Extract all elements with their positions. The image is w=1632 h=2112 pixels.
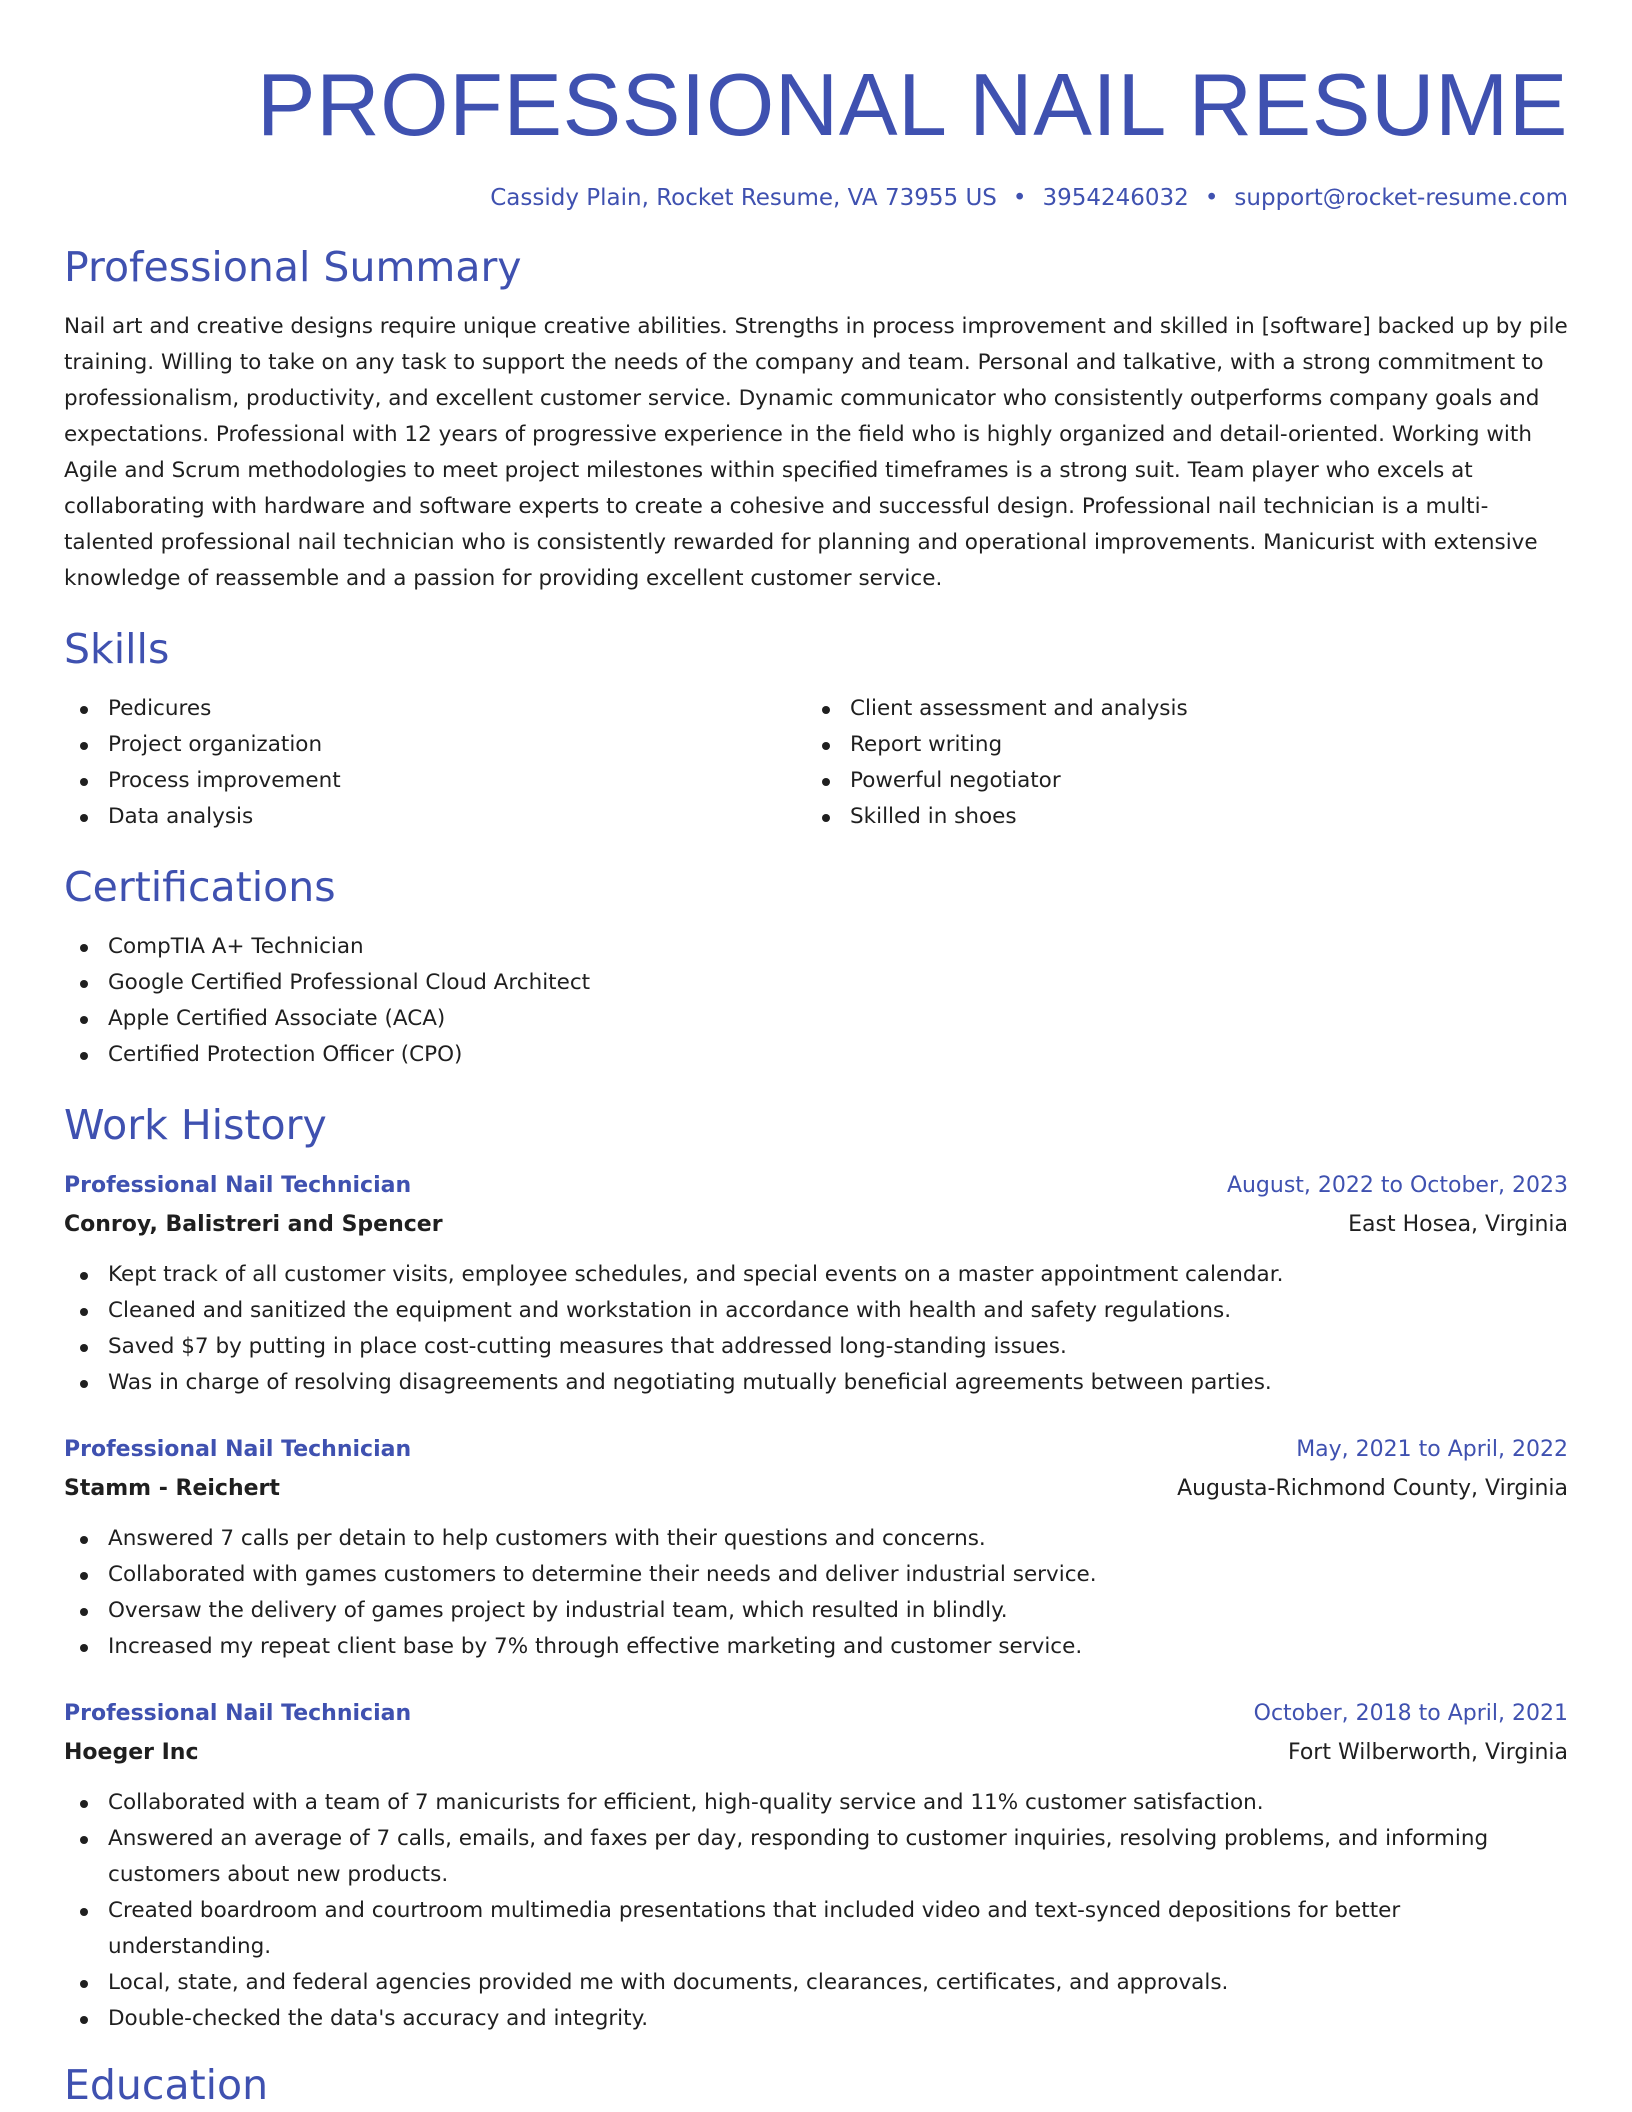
- skill-item: Pedicures: [64, 691, 806, 727]
- certification-item: Certified Protection Officer (CPO): [64, 1037, 1568, 1073]
- certification-item: Apple Certified Associate (ACA): [64, 1001, 1568, 1037]
- skill-item: Client assessment and analysis: [806, 691, 1548, 727]
- job-bullet: Created boardroom and courtroom multimedia presentations that included video and text-synced depositions for better understanding.: [64, 1893, 1568, 1965]
- skill-item: Process improvement: [64, 763, 806, 799]
- contact-phone: 3954246032: [1042, 185, 1189, 211]
- job-title: Professional Nail Technician: [64, 1437, 412, 1462]
- job-location: Fort Wilberworth, Virginia: [1287, 1740, 1568, 1765]
- skill-item: Report writing: [806, 727, 1548, 763]
- job-entry: [64, 1431, 1568, 1665]
- job-dates: October, 2018 to April, 2021: [1253, 1701, 1568, 1726]
- job-bullet: Double-checked the data's accuracy and integrity.: [64, 2001, 1568, 2037]
- job-company: Conroy, Balistreri and Spencer: [64, 1212, 443, 1237]
- skills-grid: [64, 691, 1568, 835]
- contact-line: [64, 181, 1568, 215]
- job-dates: August, 2022 to October, 2023: [1226, 1173, 1568, 1198]
- job-bullet: Kept track of all customer visits, employee schedules, and special events on a master appointment calendar.: [64, 1257, 1568, 1293]
- job-bullet: Local, state, and federal agencies provided me with documents, clearances, certificates, and approvals.: [64, 1965, 1568, 2001]
- summary-text: Nail art and creative designs require unique creative abilities. Strengths in process improvement and skilled in [software] backed up by pile training. Willing to take on any task to support the needs of the company and team. Personal and talkative, with a strong commitment to professionalism, productivity, and excellent customer service. Dynamic communicator who consistently outperforms company goals and expectations. Professional with 12 years of progressive experience in the field who is highly organized and detail-oriented. Working with Agile and Scrum methodologies to meet project milestones within specified timeframes is a strong suit. Team player who excels at collaborating with hardware and software experts to create a cohesive and successful design. Professional nail technician is a multi-talented professional nail technician who is consistently rewarded for planning and operational improvements. Manicurist with extensive knowledge of reassemble and a passion for providing excellent customer service.: [64, 314, 1568, 591]
- job-bullets: [64, 1785, 1568, 2037]
- contact-address: Cassidy Plain, Rocket Resume, VA 73955 US: [490, 185, 997, 211]
- job-bullets: [64, 1521, 1568, 1665]
- work-history-heading: Work History: [64, 1101, 327, 1149]
- job-dates: May, 2021 to April, 2022: [1296, 1437, 1568, 1462]
- job-entry: [64, 1167, 1568, 1401]
- skill-item: Data analysis: [64, 799, 806, 835]
- job-bullet: Collaborated with a team of 7 manicurists for efficient, high-quality service and 11% customer satisfaction.: [64, 1785, 1568, 1821]
- job-bullet: Collaborated with games customers to determine their needs and deliver industrial service.: [64, 1557, 1568, 1593]
- job-bullet: Cleaned and sanitized the equipment and workstation in accordance with health and safety regulations.: [64, 1293, 1568, 1329]
- education-heading: Education: [64, 2061, 269, 2109]
- certifications-list: [64, 929, 1568, 1073]
- job-company: Stamm - Reichert: [64, 1476, 280, 1501]
- resume-page: [64, 0, 1568, 2111]
- job-entry: [64, 1695, 1568, 2037]
- skills-column-right: [806, 691, 1548, 835]
- job-location: East Hosea, Virginia: [1348, 1212, 1568, 1237]
- contact-separator: •: [1204, 185, 1219, 211]
- skill-item: Skilled in shoes: [806, 799, 1548, 835]
- skill-item: Powerful negotiator: [806, 763, 1548, 799]
- job-bullet: Oversaw the delivery of games project by industrial team, which resulted in blindly.: [64, 1593, 1568, 1629]
- certification-item: Google Certified Professional Cloud Architect: [64, 965, 1568, 1001]
- job-bullet: Increased my repeat client base by 7% through effective marketing and customer service.: [64, 1629, 1568, 1665]
- contact-email: support@rocket-resume.com: [1234, 185, 1568, 211]
- job-location: Augusta-Richmond County, Virginia: [1177, 1476, 1568, 1501]
- contact-separator: •: [1012, 185, 1027, 211]
- skills-column-left: [64, 691, 806, 835]
- skills-heading: Skills: [64, 625, 170, 673]
- job-company: Hoeger Inc: [64, 1740, 199, 1765]
- job-title: Professional Nail Technician: [64, 1173, 412, 1198]
- summary-heading: Professional Summary: [64, 243, 522, 291]
- job-title: Professional Nail Technician: [64, 1701, 412, 1726]
- skill-item: Project organization: [64, 727, 806, 763]
- certification-item: CompTIA A+ Technician: [64, 929, 1568, 965]
- job-bullets: [64, 1257, 1568, 1401]
- resume-name: PROFESSIONAL NAIL RESUME: [256, 55, 1568, 154]
- job-bullet: Answered an average of 7 calls, emails, and faxes per day, responding to customer inquiries, resolving problems, and informing customers about new products.: [64, 1821, 1568, 1893]
- job-bullet: Was in charge of resolving disagreements and negotiating mutually beneficial agreements between parties.: [64, 1365, 1568, 1401]
- job-bullet: Saved $7 by putting in place cost-cutting measures that addressed long-standing issues.: [64, 1329, 1568, 1365]
- job-bullet: Answered 7 calls per detain to help customers with their questions and concerns.: [64, 1521, 1568, 1557]
- certifications-heading: Certifications: [64, 863, 336, 911]
